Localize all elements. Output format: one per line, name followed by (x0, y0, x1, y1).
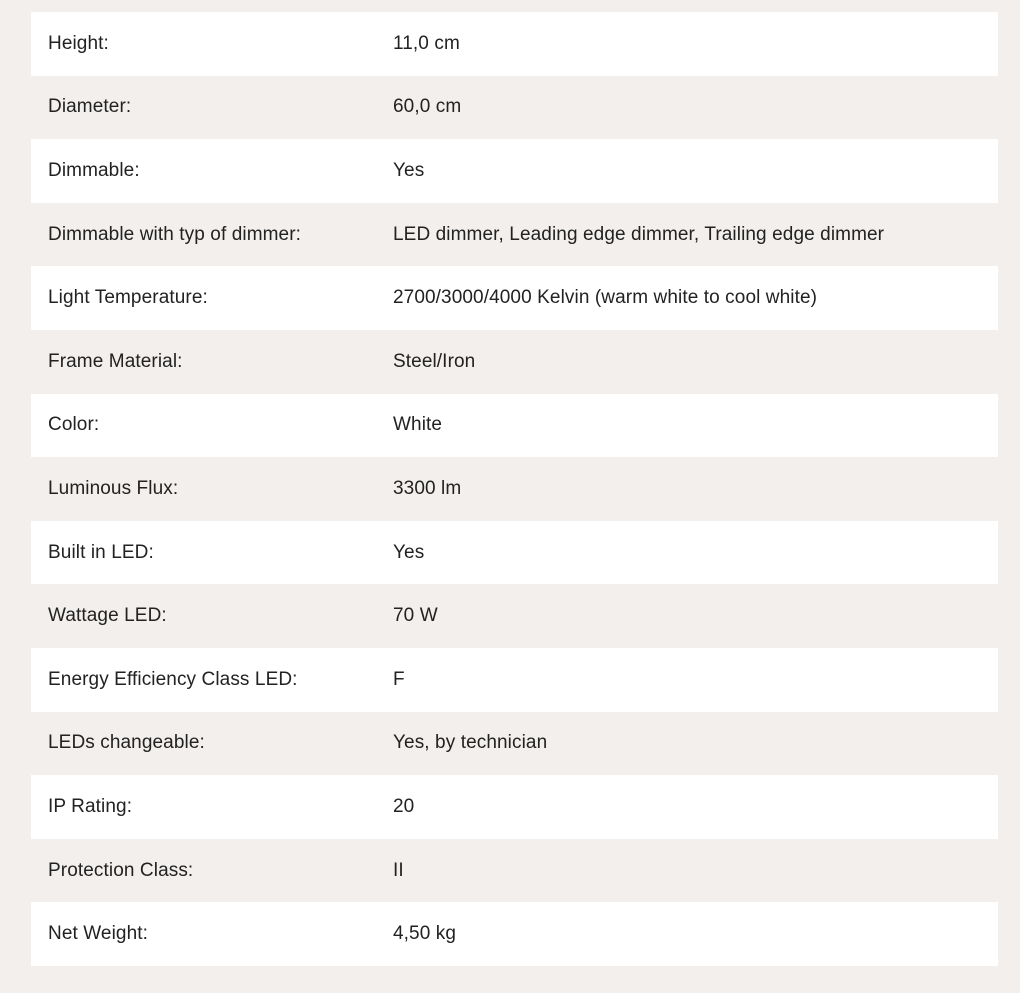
spec-value: 60,0 cm (393, 96, 462, 118)
spec-label: Light Temperature: (48, 287, 208, 309)
spec-value: White (393, 414, 443, 436)
spec-value: II (393, 859, 404, 881)
spec-value: 2700/3000/4000 Kelvin (warm white to cool white) (393, 287, 818, 309)
spec-row-luminous-flux (31, 457, 998, 521)
spec-value: Steel/Iron (393, 350, 476, 372)
spec-value: 4,50 kg (393, 923, 457, 945)
spec-label: Dimmable with typ of dimmer: (48, 223, 302, 245)
spec-value: 11,0 cm (393, 32, 460, 54)
spec-row-light-temperature (31, 266, 998, 330)
spec-row-protection-class (31, 839, 998, 903)
spec-value: Yes, by technician (393, 732, 548, 754)
spec-label: IP Rating: (48, 795, 133, 817)
spec-row-wattage (31, 584, 998, 648)
spec-value: Yes (393, 541, 425, 563)
spec-row-color (31, 394, 998, 458)
spec-row-height (31, 12, 998, 76)
spec-label: Color: (48, 414, 100, 436)
spec-row-leds-changeable (31, 712, 998, 776)
spec-row-frame-material (31, 330, 998, 394)
spec-row-dimmer-type (31, 203, 998, 267)
spec-label: LEDs changeable: (48, 732, 205, 754)
spec-label: Diameter: (48, 96, 132, 118)
spec-row-net-weight (31, 902, 998, 966)
spec-label: Protection Class: (48, 859, 194, 881)
spec-value: 3300 lm (393, 477, 462, 499)
spec-label: Built in LED: (48, 541, 154, 563)
spec-row-ip-rating (31, 775, 998, 839)
spec-label: Frame Material: (48, 350, 183, 372)
spec-value: Yes (393, 159, 425, 181)
spec-label: Luminous Flux: (48, 477, 179, 499)
spec-row-diameter (31, 76, 998, 140)
spec-label: Height: (48, 32, 109, 54)
spec-value: LED dimmer, Leading edge dimmer, Trailing edge dimmer (393, 223, 885, 245)
spec-row-built-in-led (31, 521, 998, 585)
spec-table (31, 12, 998, 966)
spec-label: Wattage LED: (48, 605, 167, 627)
spec-label: Energy Efficiency Class LED: (48, 668, 298, 690)
spec-label: Dimmable: (48, 159, 140, 181)
spec-value: F (393, 668, 405, 690)
spec-value: 20 (393, 795, 415, 817)
spec-value: 70 W (393, 605, 438, 627)
spec-row-dimmable (31, 139, 998, 203)
spec-row-energy-class (31, 648, 998, 712)
spec-label: Net Weight: (48, 923, 149, 945)
